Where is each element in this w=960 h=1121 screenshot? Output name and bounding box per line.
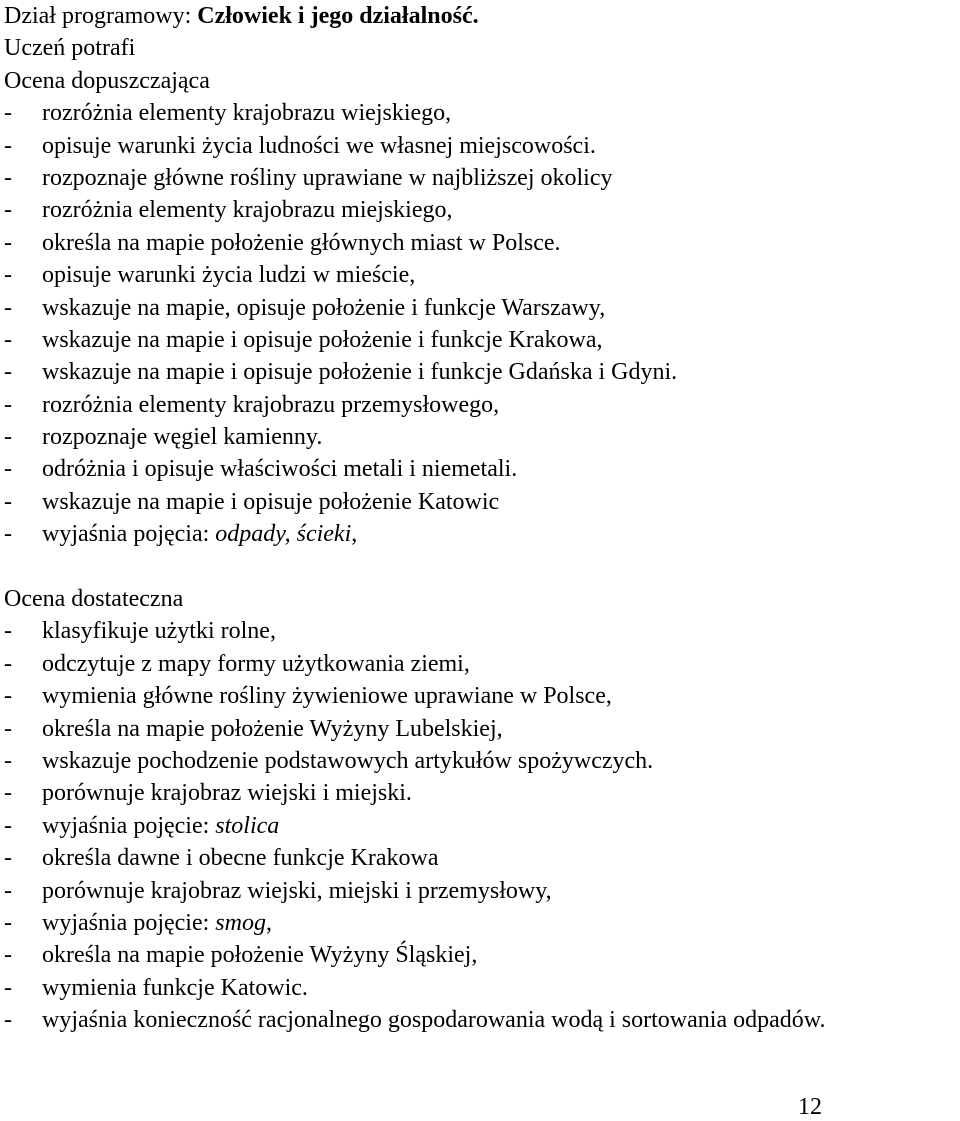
list-dash: - xyxy=(4,262,12,289)
list-dash: - xyxy=(4,618,12,645)
list-item: - opisuje warunki życia ludzi w mieście, xyxy=(4,259,956,291)
list-dash: - xyxy=(4,812,12,839)
list-dash: - xyxy=(4,164,12,191)
list-dash: - xyxy=(4,521,12,548)
list-item: - rozróżnia elementy krajobrazu miejskiego, xyxy=(4,194,956,226)
list-item: - wyjaśnia pojęcie: smog, xyxy=(4,907,956,939)
list-dash: - xyxy=(4,845,12,872)
list-dash: - xyxy=(4,942,12,969)
list-dash: - xyxy=(4,683,12,710)
list-dash: - xyxy=(4,100,12,127)
term-emphasis: smog xyxy=(215,909,266,936)
list-dash: - xyxy=(4,877,12,904)
list-item: - rozróżnia elementy krajobrazu przemysłowego, xyxy=(4,389,956,421)
list-dash: - xyxy=(4,780,12,807)
subtitle: Uczeń potrafi xyxy=(4,35,136,62)
list-item: - wskazuje na mapie i opisuje położenie i funkcje Krakowa, xyxy=(4,324,956,356)
list-item: - odróżnia i opisuje właściwości metali i niemetali. xyxy=(4,453,956,485)
list-dash: - xyxy=(4,1007,12,1034)
list-dash: - xyxy=(4,488,12,515)
list-dash: - xyxy=(4,197,12,224)
list-item: - wyjaśnia pojęcie: stolica xyxy=(4,810,956,842)
list-dash: - xyxy=(4,715,12,742)
list-dash: - xyxy=(4,747,12,774)
list-item: - wskazuje na mapie, opisuje położenie i funkcje Warszawy, xyxy=(4,292,956,324)
list-item: - wskazuje na mapie i opisuje położenie i funkcje Gdańska i Gdyni. xyxy=(4,356,956,388)
list-item: - odczytuje z mapy formy użytkowania ziemi, xyxy=(4,648,956,680)
page-number: 12 xyxy=(798,1094,822,1120)
list-item: - rozpoznaje główne rośliny uprawiane w najbliższej okolicy xyxy=(4,162,956,194)
list-item: - porównuje krajobraz wiejski, miejski i przemysłowy, xyxy=(4,875,956,907)
list-item: - określa na mapie położenie Wyżyny Śląskiej, xyxy=(4,939,956,971)
list-item: - rozpoznaje węgiel kamienny. xyxy=(4,421,956,453)
term-emphasis: odpady, ścieki xyxy=(215,521,352,548)
list-item: - rozróżnia elementy krajobrazu wiejskiego, xyxy=(4,97,956,129)
list-dash: - xyxy=(4,456,12,483)
list-item: - wymienia główne rośliny żywieniowe uprawiane w Polsce, xyxy=(4,680,956,712)
section-heading-prefix: Dział programowy: xyxy=(4,3,198,29)
list-dash: - xyxy=(4,391,12,418)
grade-satisfactory-list xyxy=(4,615,956,1036)
list-item: - porównuje krajobraz wiejski i miejski. xyxy=(4,777,956,809)
list-item: - klasyfikuje użytki rolne, xyxy=(4,615,956,647)
list-dash: - xyxy=(4,359,12,386)
list-dash: - xyxy=(4,650,12,677)
grade-satisfactory-title: Ocena dostateczna xyxy=(4,586,184,613)
list-item: - wyjaśnia konieczność racjonalnego gospodarowania wodą i sortowania odpadów. xyxy=(4,1004,956,1036)
list-item: - wskazuje na mapie i opisuje położenie Katowic xyxy=(4,486,956,518)
list-item: - wymienia funkcje Katowic. xyxy=(4,972,956,1004)
blank-line xyxy=(4,551,956,583)
list-dash: - xyxy=(4,229,12,256)
list-item: - określa dawne i obecne funkcje Krakowa xyxy=(4,842,956,874)
list-dash: - xyxy=(4,132,12,159)
list-dash: - xyxy=(4,326,12,353)
term-emphasis: stolica xyxy=(215,812,280,839)
document-page xyxy=(4,0,956,1037)
grade-sufficient-list xyxy=(4,97,956,550)
list-item: - określa na mapie położenie Wyżyny Lubelskiej, xyxy=(4,713,956,745)
list-item: - opisuje warunki życia ludności we własnej miejscowości. xyxy=(4,130,956,162)
list-dash: - xyxy=(4,909,12,936)
list-dash: - xyxy=(4,294,12,321)
grade-sufficient-title: Ocena dopuszczająca xyxy=(4,67,210,94)
list-item: - wskazuje pochodzenie podstawowych artykułów spożywczych. xyxy=(4,745,956,777)
list-dash: - xyxy=(4,974,12,1001)
section-heading xyxy=(4,0,956,32)
list-item: - wyjaśnia pojęcia: odpady, ścieki, xyxy=(4,518,956,550)
list-dash: - xyxy=(4,424,12,451)
list-item: - określa na mapie położenie głównych miast w Polsce. xyxy=(4,227,956,259)
section-title: Człowiek i jego działalność. xyxy=(197,3,479,29)
